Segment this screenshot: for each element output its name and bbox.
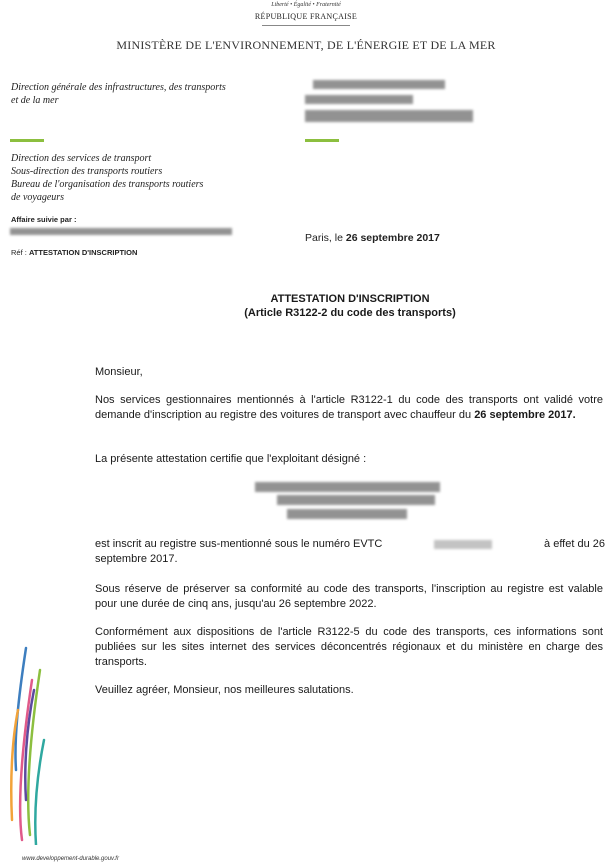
followed-by-label: Affaire suivie par : [11, 215, 77, 224]
redacted-line [255, 482, 440, 492]
effect-text: à effet du 26 [544, 538, 605, 550]
redacted-evtc-number [434, 540, 492, 549]
reference-line [11, 248, 137, 257]
registration-date: 26 septembre 2017. [474, 409, 576, 421]
directorate-line: Direction générale des infrastructures, des transports [11, 82, 226, 93]
paragraph-publication: Conformément aux dispositions de l'article R3122-5 du code des transports, ces informations sont publiées sur les sites internet des services déconcentrés régionaux et du ministère en charge des transports. [95, 626, 603, 668]
redacted-line [305, 95, 413, 104]
registered-text: est inscrit au registre sus-mentionné sous le numéro EVTC [95, 538, 383, 550]
redacted-line [287, 509, 407, 519]
registered-line [95, 537, 605, 552]
redacted-line [305, 110, 473, 122]
reference-value: ATTESTATION D'INSCRIPTION [28, 248, 138, 257]
redacted-line [277, 495, 435, 505]
title-line: ATTESTATION D'INSCRIPTION [270, 293, 430, 305]
registered-line: septembre 2017. [95, 553, 178, 565]
republic-name: RÉPUBLIQUE FRANÇAISE [254, 12, 358, 21]
date-prefix: Paris, le [305, 232, 343, 244]
accent-bar-right [305, 139, 339, 142]
letter-date [305, 232, 440, 244]
service-line: Direction des services de transport [11, 153, 152, 164]
service-line: de voyageurs [11, 192, 65, 203]
reference-label: Réf : [11, 248, 27, 257]
ministry-name: MINISTÈRE DE L'ENVIRONNEMENT, DE L'ÉNERGIE ET DE LA MER [116, 38, 496, 52]
ministry-website: www.developpement-durable.gouv.fr [22, 856, 119, 862]
republic-motto: Liberté • Égalité • Fraternité [271, 2, 341, 8]
directorate-block [11, 81, 281, 107]
document-title [0, 292, 612, 320]
accent-bar-left [10, 139, 44, 142]
ministry-stripes-logo [4, 640, 50, 845]
header-divider [262, 25, 350, 26]
service-line: Bureau de l'organisation des transports routiers [11, 179, 204, 190]
paragraph-validation [95, 393, 603, 423]
redacted-contact [10, 228, 232, 235]
date-value: 26 septembre 2017 [345, 232, 440, 244]
operator-redacted [255, 482, 445, 522]
service-line: Sous-direction des transports routiers [11, 166, 163, 177]
title-subline: (Article R3122-2 du code des transports) [244, 307, 456, 319]
paragraph-registered [95, 537, 605, 567]
paragraph-validity: Sous réserve de préserver sa conformité au code des transports, l'inscription au registre est valable pour une durée de cinq ans, jusqu'au 26 septembre 2022. [95, 583, 603, 610]
salutation: Monsieur, [95, 366, 143, 378]
recipient-address-redacted [305, 80, 475, 130]
paragraph-certify: La présente attestation certifie que l'exploitant désigné : [95, 453, 367, 465]
paragraph-closing: Veuillez agréer, Monsieur, nos meilleures salutations. [95, 684, 354, 696]
paragraph-text: Nos services gestionnaires mentionnés à l'article R3122-1 du code des transports ont validé votre demande d'inscription au registre des voitures de transport avec chauffeur du [95, 394, 603, 421]
service-block [11, 152, 281, 204]
redacted-line [313, 80, 445, 89]
directorate-line: et de la mer [11, 95, 59, 106]
